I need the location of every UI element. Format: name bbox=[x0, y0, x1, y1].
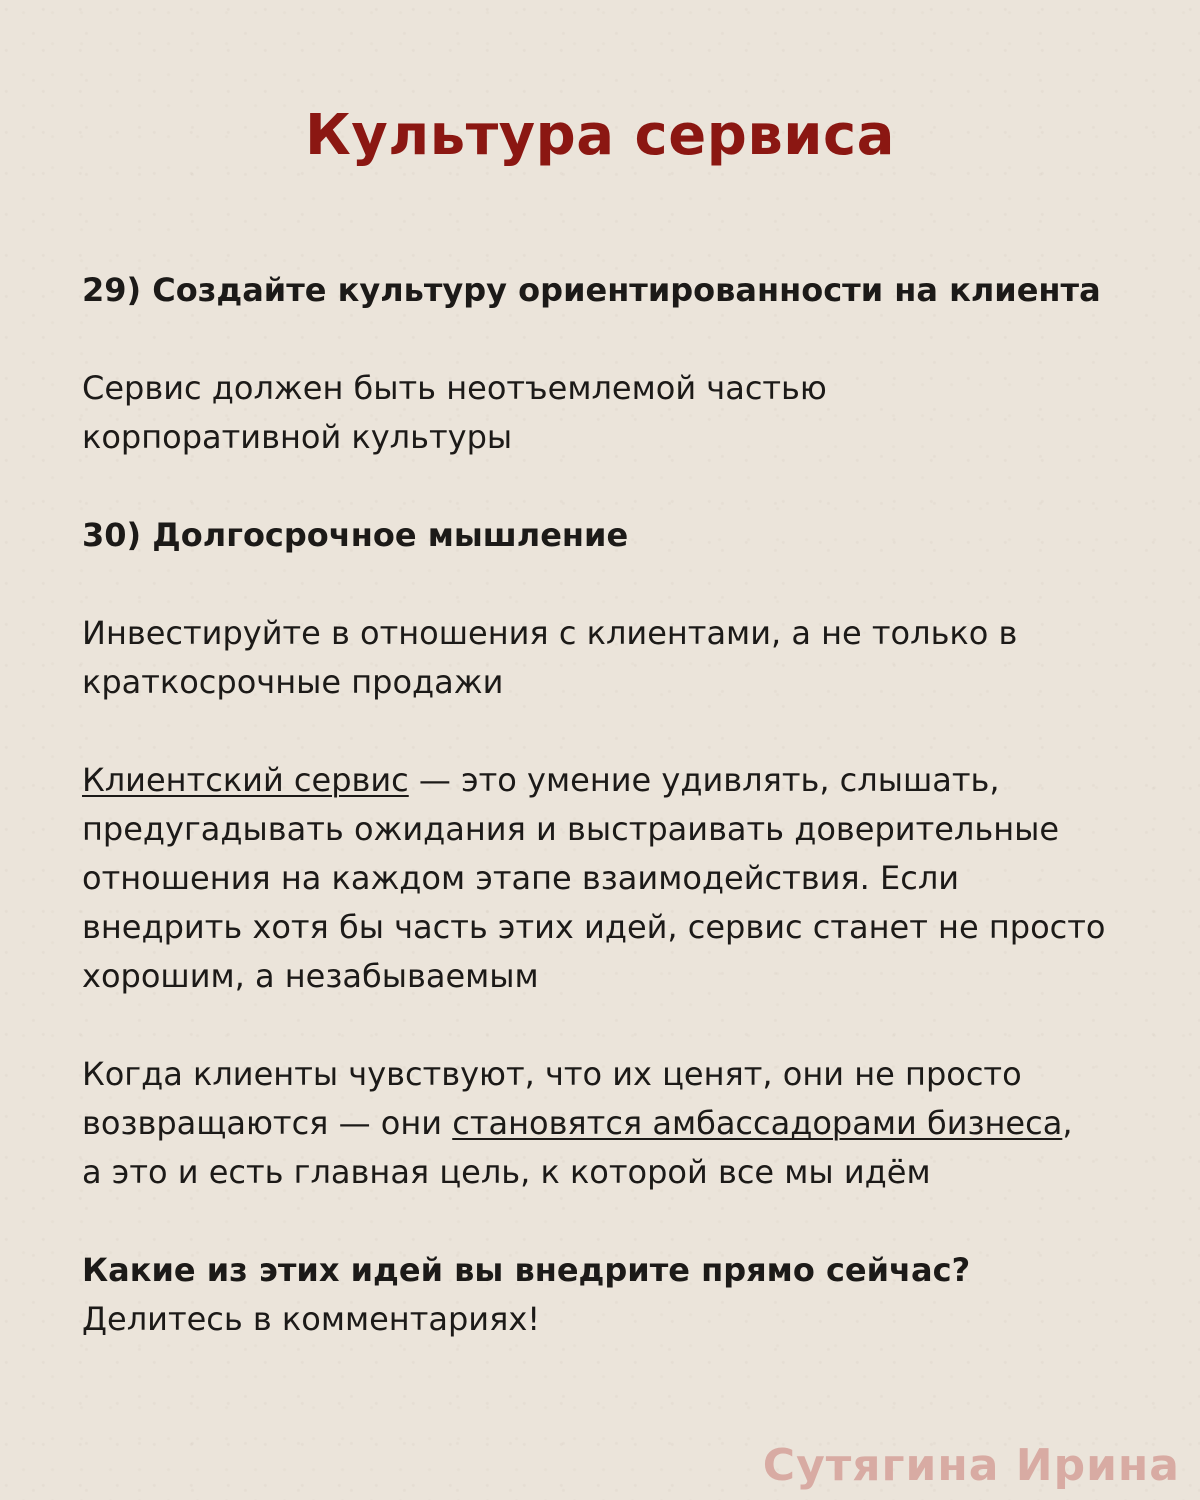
cta-question: Какие из этих идей вы внедрите прямо сейчас? bbox=[82, 1251, 971, 1289]
author-signature: Сутягина Ирина bbox=[762, 1440, 1180, 1491]
summary-line-4: внедрить хотя бы часть этих идей, сервис станет не просто bbox=[82, 908, 1106, 946]
ambassadors-link[interactable]: становятся амбассадорами бизнеса bbox=[452, 1104, 1063, 1142]
section-29-heading-text: 29) Создайте культуру ориентированности на клиента bbox=[82, 271, 1101, 309]
post-content bbox=[82, 266, 1142, 1344]
page-title: Культура сервиса bbox=[305, 103, 895, 168]
call-to-action bbox=[82, 1246, 1142, 1344]
ambassadors-line-1: Когда клиенты чувствуют, что их ценят, они не просто bbox=[82, 1055, 1022, 1093]
section-29-line-2: корпоративной культуры bbox=[82, 418, 513, 456]
section-30-heading-text: 30) Долгосрочное мышление bbox=[82, 516, 629, 554]
section-30-line-2: краткосрочные продажи bbox=[82, 663, 504, 701]
summary-line-5: хорошим, а незабываемым bbox=[82, 957, 539, 995]
section-30-body bbox=[82, 609, 1142, 707]
ambassadors-line-3: а это и есть главная цель, к которой все мы идём bbox=[82, 1153, 931, 1191]
summary-line-3: отношения на каждом этапе взаимодействия. Если bbox=[82, 859, 960, 897]
cta-prompt: Делитесь в комментариях! bbox=[82, 1300, 541, 1338]
ambassadors-paragraph bbox=[82, 1050, 1142, 1197]
section-30-heading bbox=[82, 511, 1142, 560]
summary-line-2: предугадывать ожидания и выстраивать доверительные bbox=[82, 810, 1060, 848]
section-29-line-1: Сервис должен быть неотъемлемой частью bbox=[82, 369, 827, 407]
summary-paragraph bbox=[82, 756, 1142, 1001]
section-30-line-1: Инвестируйте в отношения с клиентами, а не только в bbox=[82, 614, 1018, 652]
client-service-link[interactable]: Клиентский сервис bbox=[82, 761, 409, 799]
section-29-body bbox=[82, 364, 1142, 462]
section-29-heading bbox=[82, 266, 1142, 315]
ambassadors-line-2-start: возвращаются — они bbox=[82, 1104, 453, 1142]
ambassadors-line-2-end: , bbox=[1062, 1104, 1073, 1142]
summary-line-1-rest: — это умение удивлять, слышать, bbox=[408, 761, 1000, 799]
